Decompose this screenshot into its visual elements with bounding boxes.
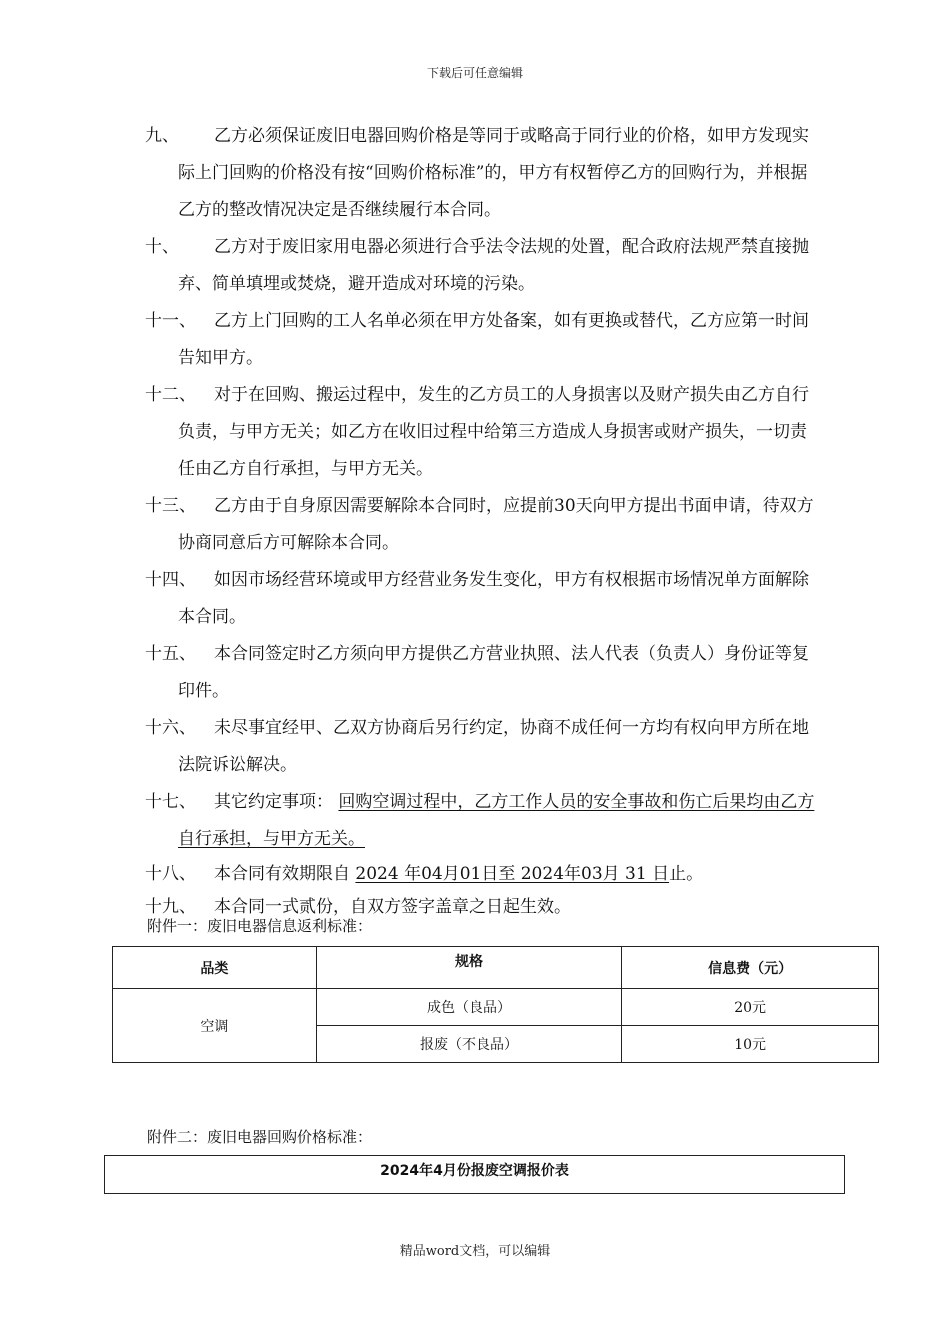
- clause-10: [140, 229, 820, 303]
- clause-15: [140, 636, 820, 710]
- contract-clauses: [140, 118, 820, 924]
- clause-17: [140, 784, 820, 858]
- clause-text: 乙方对于废旧家用电器必须进行合乎法令法规的处置，配合政府法规严禁直接抛弃、简单填埋或焚烧，避开造成对环境的污染。: [178, 237, 809, 294]
- clause-number: 十三、: [145, 496, 196, 516]
- table-row: [113, 989, 879, 1026]
- fee-cell: 10元: [622, 1026, 879, 1063]
- spec-cell: 报废（不良品）: [316, 1026, 622, 1063]
- contract-validity-period: 2024 年04月01日至 2024年03月 31 日: [355, 864, 670, 884]
- category-cell: 空调: [113, 989, 317, 1063]
- clause-text: [140, 858, 820, 891]
- spec-cell: 成色（良品）: [316, 989, 622, 1026]
- fee-cell: 20元: [622, 989, 879, 1026]
- clause-prefix: 其它约定事项：: [214, 792, 333, 812]
- clause-18: [140, 858, 820, 891]
- clause-text: 如因市场经营环境或甲方经营业务发生变化，甲方有权根据市场情况单方面解除本合同。: [178, 570, 809, 627]
- clause-text: 对于在回购、搬运过程中，发生的乙方员工的人身损害以及财产损失由乙方自行负责，与甲方无关；如乙方在收旧过程中给第三方造成人身损害或财产损失，一切责任由乙方自行承担，与甲方无关。: [178, 385, 809, 479]
- annex-2-label: 附件二：废旧电器回购价格标准：: [147, 1128, 373, 1146]
- clause-9: [140, 118, 820, 229]
- clause-prefix: 本合同有效期限自: [214, 864, 350, 884]
- table-header-row: [113, 947, 879, 989]
- page-header-note: 下载后可任意编辑: [426, 66, 523, 80]
- clause-13: [140, 488, 820, 562]
- clause-16: [140, 710, 820, 784]
- clause-number: 十四、: [145, 570, 196, 590]
- clause-number: 十、: [145, 237, 179, 257]
- price-table-title: 2024年4月份报废空调报价表: [104, 1155, 845, 1194]
- clause-underlined-terms: 回购空调过程中，乙方工作人员的安全事故和伤亡后果均由乙方自行承担，与甲方无关。: [178, 792, 815, 849]
- clause-number: 十七、: [145, 792, 196, 812]
- clause-text: 乙方上门回购的工人名单必须在甲方处备案，如有更换或替代，乙方应第一时间告知甲方。: [178, 311, 809, 368]
- clause-14: [140, 562, 820, 636]
- clause-text: 乙方必须保证废旧电器回购价格是等同于或略高于同行业的价格，如甲方发现实际上门回购的价格没有按“回购价格标准”的，甲方有权暂停乙方的回购行为，并根据乙方的整改情况决定是否继续履行本合同。: [178, 126, 809, 220]
- clause-text: 本合同一式贰份，自双方签字盖章之日起生效。: [214, 897, 571, 917]
- clause-text: 乙方由于自身原因需要解除本合同时，应提前30天向甲方提出书面申请，待双方协商同意后方可解除本合同。: [178, 496, 814, 553]
- column-header-category: 品类: [113, 947, 317, 989]
- clause-text: [140, 784, 820, 858]
- clause-number: 十一、: [145, 311, 196, 331]
- clause-number: 十二、: [145, 385, 196, 405]
- clause-suffix: 止。: [669, 864, 704, 884]
- column-header-fee: 信息费（元）: [622, 947, 879, 989]
- clause-number: 十九、: [145, 897, 196, 917]
- clause-number: 九、: [145, 126, 179, 146]
- column-header-spec: 规格: [316, 947, 622, 989]
- clause-text: 未尽事宜经甲、乙双方协商后另行约定，协商不成任何一方均有权向甲方所在地法院诉讼解决。: [178, 718, 809, 775]
- clause-12: [140, 377, 820, 488]
- clause-number: 十五、: [145, 644, 196, 664]
- rebate-standard-table: [112, 946, 879, 1063]
- annex-1-label: 附件一：废旧电器信息返利标准：: [147, 917, 373, 935]
- clause-text: 本合同签定时乙方须向甲方提供乙方营业执照、法人代表（负责人）身份证等复印件。: [178, 644, 809, 701]
- clause-11: [140, 303, 820, 377]
- clause-number: 十八、: [145, 864, 196, 884]
- page-footer-note: 精品word文档，可以编辑: [399, 1244, 551, 1259]
- clause-number: 十六、: [145, 718, 196, 738]
